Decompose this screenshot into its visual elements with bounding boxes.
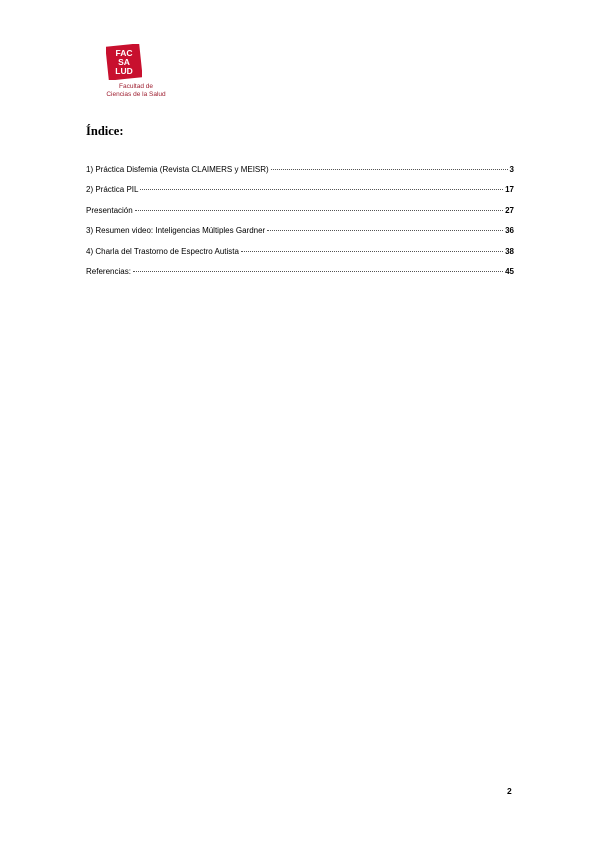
toc-dot-leader bbox=[140, 189, 503, 190]
toc-entry-title: 3) Resumen video: Inteligencias Múltiples Gardner bbox=[86, 226, 266, 236]
toc-entry[interactable] bbox=[86, 226, 514, 246]
toc-dot-leader bbox=[241, 251, 503, 252]
toc-entry-page: 27 bbox=[505, 205, 514, 215]
logo-caption bbox=[86, 83, 186, 98]
toc-entry-page: 45 bbox=[505, 266, 514, 276]
toc-entry[interactable] bbox=[86, 185, 514, 205]
toc-entry-page: 36 bbox=[505, 226, 514, 236]
logo-caption-line-2: Ciencias de la Salud bbox=[106, 90, 166, 98]
logo-caption-line-1: Facultad de bbox=[119, 83, 153, 90]
toc-entry-title: 2) Práctica PIL bbox=[86, 185, 139, 195]
toc-entry-page: 38 bbox=[505, 246, 514, 256]
toc-dot-leader bbox=[267, 230, 503, 231]
toc-entry-title: Referencias: bbox=[86, 266, 131, 276]
logo-mark-line-3: LUD bbox=[115, 66, 133, 76]
toc-entry[interactable] bbox=[86, 206, 514, 226]
toc-entry-title: 1) Práctica Disfemia (Revista CLAIMERS y MEISR) bbox=[86, 165, 269, 174]
toc-dot-leader bbox=[135, 210, 503, 211]
logo-mark-line-2: SA bbox=[118, 57, 130, 67]
toc-entry-title: Presentación bbox=[86, 205, 133, 215]
logo-mark-line-1: FAC bbox=[115, 48, 133, 58]
toc-dot-leader bbox=[133, 271, 503, 272]
toc-entry-page: 17 bbox=[505, 185, 514, 195]
page-number: 2 bbox=[507, 786, 512, 796]
faculty-logo bbox=[86, 44, 186, 104]
toc-entry[interactable] bbox=[86, 247, 514, 267]
index-heading: Índice: bbox=[86, 124, 124, 138]
toc-entry[interactable] bbox=[86, 165, 514, 185]
toc-entry-page: 3 bbox=[509, 165, 514, 174]
toc-dot-leader bbox=[271, 169, 508, 170]
toc-entry-title: 4) Charla del Trastorno de Espectro Autista bbox=[86, 246, 239, 256]
facsalud-logo-mark bbox=[106, 44, 142, 80]
table-of-contents bbox=[86, 165, 514, 287]
toc-entry[interactable] bbox=[86, 267, 514, 287]
